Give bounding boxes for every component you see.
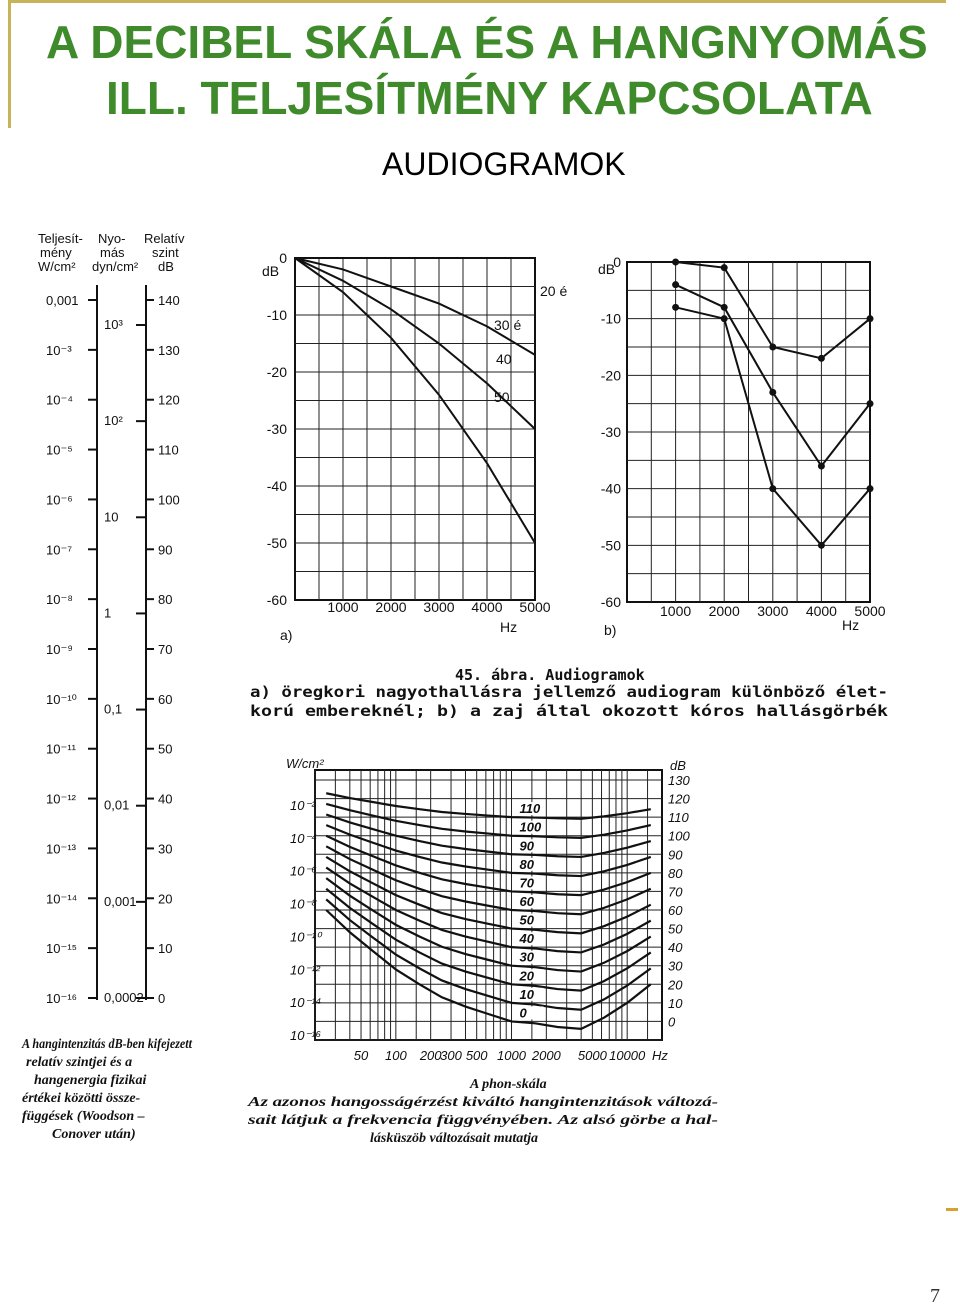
scale-head-pressure-2: más [100, 245, 125, 260]
audiogram-b-ylabel: dB [598, 261, 616, 277]
level-tick-label: 100 [158, 492, 180, 508]
y2-tick-label: 70 [668, 884, 683, 900]
level-tick-label: 130 [158, 342, 180, 358]
y-tick-label: -20 [600, 367, 621, 384]
series-label: 30 é [494, 317, 522, 333]
audiogram-b-grid [627, 262, 870, 602]
phon-contour [326, 836, 651, 895]
audiogram-a-label: a) [280, 627, 293, 643]
x-tick-label: 2000 [708, 603, 740, 619]
scale-head-power-3: W/cm² [38, 259, 76, 274]
scale-head-pressure-3: dyn/cm² [92, 259, 139, 274]
page-number: 7 [930, 1285, 940, 1307]
x-tick-label: 10000 [609, 1048, 646, 1063]
scale-caption-3: hangenergia fizikai [34, 1073, 147, 1088]
phon-level-label: 10 [519, 986, 534, 1002]
y-tick-label: 10⁻¹⁴ [290, 995, 322, 1011]
scale-head-level-3: dB [158, 259, 174, 274]
y-tick-label: -20 [266, 364, 287, 380]
phon-caption-3: lásküszöb változásait mutatja [370, 1131, 539, 1146]
phon-level-label: 60 [519, 894, 534, 909]
phon-level-label: 110 [519, 801, 541, 817]
power-tick-label: 10⁻¹¹ [46, 741, 76, 757]
phon-level-label: 90 [519, 838, 534, 854]
y-tick-label: -60 [266, 592, 287, 608]
phon-xlabel: Hz [652, 1048, 668, 1063]
phon-level-label: 70 [519, 875, 534, 891]
x-tick-label: 100 [384, 1048, 407, 1063]
data-point [818, 355, 825, 362]
x-tick-label: 5000 [577, 1048, 607, 1063]
phon-level-label: 40 [519, 931, 534, 947]
x-tick-label: 4000 [471, 599, 503, 615]
data-point [818, 542, 825, 549]
x-tick-label: 4000 [805, 603, 837, 619]
data-point [867, 485, 874, 492]
y-tick-label: 10⁻⁸ [290, 896, 317, 912]
audiogram-caption-1: a) öregkori nagyothallásra jellemző audiogram különböző élet- [250, 683, 889, 701]
level-tick-label: 60 [158, 691, 173, 707]
y2-tick-label: 10 [668, 995, 683, 1011]
y2-tick-label: 100 [668, 828, 690, 844]
data-point [672, 259, 679, 266]
y2-tick-label: 20 [668, 977, 683, 993]
scale-ticks [46, 293, 180, 1006]
power-tick-label: 10⁻⁵ [46, 442, 73, 458]
y2-tick-label: 30 [668, 958, 683, 974]
power-tick-label: 10⁻¹³ [46, 841, 76, 857]
audiogram-b-label: b) [604, 622, 617, 638]
phon-level-label: 20 [519, 968, 534, 984]
y-tick-label: -40 [600, 480, 621, 497]
power-tick-label: 10⁻⁸ [46, 592, 73, 608]
y-tick-label: -50 [266, 535, 287, 551]
title-line-2: ILL. TELJESÍTMÉNY KAPCSOLATA [106, 72, 873, 124]
audiogram-b-marks [601, 254, 886, 619]
x-tick-label: 200 [419, 1048, 442, 1063]
level-tick-label: 80 [158, 592, 173, 608]
pressure-tick-label: 10³ [104, 317, 123, 332]
level-tick-label: 90 [158, 542, 173, 558]
data-point [867, 315, 874, 322]
x-tick-label: 500 [465, 1048, 488, 1063]
phon-contour [326, 857, 651, 933]
y-tick-label: -60 [600, 594, 621, 610]
x-tick-label: 50 [353, 1048, 369, 1063]
power-tick-label: 10⁻⁶ [46, 492, 73, 508]
level-tick-label: 120 [158, 392, 180, 408]
power-tick-label: 10⁻¹⁴ [46, 891, 78, 907]
audiogram-a-marks [267, 250, 568, 615]
y-tick-label: 0 [279, 250, 287, 266]
decibel-scale [21, 231, 193, 1142]
audiogram-a [262, 250, 567, 643]
scale-head-pressure-1: Nyo- [98, 231, 126, 246]
phon-level-label: 30 [519, 949, 534, 965]
phon-contour [326, 793, 651, 818]
audiogram-figure-title: 45. ábra. Audiogramok [455, 666, 645, 684]
phon-level-label: 0 [519, 1005, 527, 1021]
phon-contour [326, 899, 651, 1009]
scale-head-level-2: szint [152, 245, 179, 260]
audiogram-b-xlabel: Hz [842, 617, 860, 633]
level-tick-label: 30 [158, 841, 173, 857]
x-tick-label: 2000 [375, 599, 407, 615]
data-point [769, 485, 776, 492]
level-tick-label: 0 [158, 991, 166, 1006]
data-point [769, 344, 776, 351]
y-tick-label: 10⁻² [290, 798, 316, 813]
scale-caption-5: függések (Woodson – [22, 1109, 145, 1124]
power-tick-label: 10⁻³ [46, 342, 72, 358]
x-tick-label: 1000 [327, 599, 359, 615]
audiogram-caption-2: korú embereknél; b) a zaj által okozott kóros hallásgörbék [250, 702, 888, 720]
series-label: 50 [494, 389, 510, 405]
data-point [721, 315, 728, 322]
power-tick-label: 10⁻⁴ [46, 392, 73, 408]
audiogram-a-grid [295, 258, 535, 600]
scale-head-power-2: mény [40, 245, 72, 260]
slide-subtitle: AUDIOGRAMOK [382, 146, 626, 182]
x-tick-label: 3000 [423, 599, 455, 615]
level-tick-label: 50 [158, 741, 173, 757]
pressure-tick-label: 0,0002 [104, 990, 144, 1005]
y2-tick-label: 40 [668, 940, 683, 956]
data-point [721, 264, 728, 271]
level-tick-label: 110 [158, 442, 179, 458]
data-point [672, 281, 679, 288]
data-point [867, 400, 874, 407]
data-point [721, 304, 728, 311]
y2-tick-label: 60 [668, 903, 683, 918]
phon-level-label: 50 [519, 912, 534, 928]
y-tick-label: 0 [613, 254, 621, 270]
phon-ylabel: W/cm² [286, 756, 324, 771]
y-tick-label: -10 [266, 307, 287, 323]
y-tick-label: 10⁻⁴ [290, 830, 317, 846]
title-line-1: A DECIBEL SKÁLA ÉS A HANGNYOMÁS [46, 16, 928, 68]
pressure-tick-label: 0,001 [104, 893, 137, 909]
y2-tick-label: 80 [668, 865, 683, 881]
y2-tick-label: 130 [668, 773, 690, 788]
pressure-tick-label: 10 [104, 509, 119, 525]
x-tick-label: 5000 [854, 603, 886, 619]
phon-level-label: 80 [519, 856, 534, 872]
x-tick-label: 3000 [757, 603, 789, 619]
data-point [672, 304, 679, 311]
y-tick-label: -50 [600, 537, 621, 554]
x-tick-label: 2000 [531, 1048, 561, 1063]
y-tick-label: -30 [266, 421, 287, 437]
power-tick-label: 10⁻⁷ [46, 542, 73, 558]
pressure-tick-label: 1 [104, 605, 112, 621]
pressure-tick-label: 10² [104, 413, 123, 429]
level-tick-label: 40 [158, 791, 173, 807]
scale-caption-4: értékei közötti össze- [22, 1091, 141, 1106]
level-tick-label: 10 [158, 941, 173, 957]
pressure-tick-label: 0,1 [104, 701, 123, 717]
x-tick-label: 300 [440, 1048, 462, 1063]
y2-tick-label: 90 [668, 847, 683, 863]
phon-contour [326, 804, 651, 838]
level-tick-label: 20 [158, 891, 173, 907]
audiogram-b [598, 254, 886, 638]
power-tick-label: 10⁻¹⁰ [46, 691, 77, 707]
pressure-tick-label: 0,01 [104, 797, 130, 813]
power-tick-label: 10⁻¹⁶ [46, 991, 78, 1006]
scale-caption-2: relatív szintjei és a [26, 1055, 133, 1070]
y-tick-label: 10⁻¹⁶ [290, 1028, 322, 1043]
phon-title: A phon-skála [470, 1077, 547, 1092]
y-tick-label: -10 [600, 310, 621, 327]
scale-head-power-1: Teljesít- [38, 231, 83, 246]
scale-caption-6: Conover után) [52, 1127, 136, 1142]
scale-head-level-1: Relatív [144, 231, 185, 246]
data-point [818, 463, 825, 470]
y-tick-label: 10⁻¹² [290, 962, 320, 978]
y2-tick-label: 120 [668, 791, 690, 807]
power-tick-label: 0,001 [46, 293, 79, 308]
scale-caption-1: A hangintenzitás dB-ben kifejezett [21, 1037, 193, 1052]
audiogram-a-xlabel: Hz [500, 619, 518, 635]
phon-caption-1: Az azonos hangosságérzést kiváltó hangintenzitások változá- [246, 1095, 719, 1110]
data-point [769, 389, 776, 396]
phon-scale-chart [247, 756, 719, 1146]
phon-y2label: dB [670, 758, 686, 773]
y-tick-label: -40 [266, 478, 287, 494]
y-tick-label: 10⁻¹⁰ [290, 929, 321, 945]
x-tick-label: 5000 [519, 599, 551, 615]
y-tick-label: -30 [600, 424, 621, 440]
series-label: 40 [496, 351, 512, 367]
level-tick-label: 70 [158, 642, 173, 657]
y2-tick-label: 50 [668, 921, 683, 937]
series-label: 20 é [540, 283, 568, 299]
x-tick-label: 1000 [497, 1048, 526, 1063]
y-tick-label: 10⁻⁶ [290, 863, 317, 879]
power-tick-label: 10⁻¹² [46, 791, 76, 807]
x-tick-label: 1000 [660, 603, 692, 619]
power-tick-label: 10⁻⁹ [46, 642, 73, 657]
phon-caption-2: sait látjuk a frekvencia függvényében. Az alsó görbe a hal- [246, 1113, 719, 1128]
power-tick-label: 10⁻¹⁵ [46, 941, 78, 957]
y2-tick-label: 0 [668, 1014, 676, 1030]
audiogram-a-ylabel: dB [262, 263, 280, 279]
level-tick-label: 140 [158, 293, 180, 308]
y2-tick-label: 110 [668, 810, 689, 826]
phon-level-label: 100 [519, 819, 542, 835]
